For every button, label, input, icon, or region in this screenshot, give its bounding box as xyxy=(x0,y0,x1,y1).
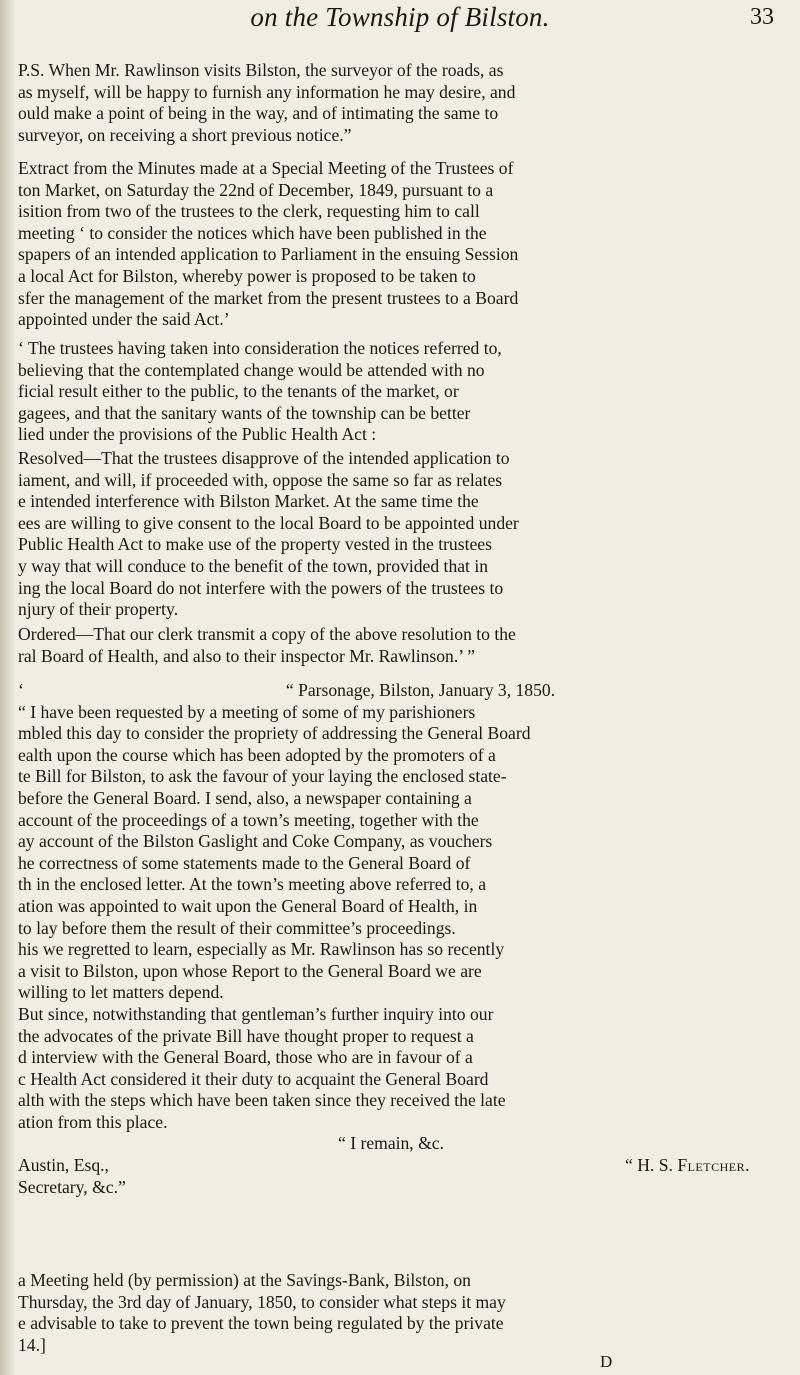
dateline-mark: ‘ xyxy=(18,680,24,700)
signature-letter: D xyxy=(600,1352,613,1371)
text-line: ton Market, on Saturday the 22nd of December, 1849, pursuant to a xyxy=(18,179,494,200)
text-line: e advisable to take to prevent the town being regulated by the private xyxy=(18,1313,504,1334)
meeting-paragraph xyxy=(18,1270,786,1356)
text-line: meeting ‘ to consider the notices which have been published in the xyxy=(18,222,487,243)
text-line: P.S. When Mr. Rawlinson visits Bilston, the surveyor of the roads, as xyxy=(18,60,504,80)
text-line: ould make a point of being in the way, and of intimating the same to xyxy=(18,103,499,124)
text-line: ‘ The trustees having taken into consideration the notices referred to, xyxy=(18,338,502,358)
text-line: willing to let matters depend. xyxy=(18,982,224,1003)
text-line: before the General Board. I send, also, a newspaper containing a xyxy=(18,787,472,808)
text-line: d interview with the General Board, those who are in favour of a xyxy=(18,1047,473,1068)
extract-paragraph xyxy=(18,158,786,331)
addressee-signature-row xyxy=(18,1155,786,1177)
signature-initials: “ H. S. xyxy=(625,1155,673,1176)
text-line: isition from two of the trustees to the clerk, requesting him to call xyxy=(18,201,480,222)
signature-name: Fletcher. xyxy=(677,1155,750,1176)
binding-gutter xyxy=(0,0,14,1375)
text-line: a local Act for Bilston, whereby power is proposed to be taken to xyxy=(18,265,476,286)
text-line: ing the local Board do not interfere with the powers of the trustees to xyxy=(18,577,504,598)
running-title: on the Township of Bilston. xyxy=(250,2,550,32)
text-line: gagees, and that the sanitary wants of the township can be better xyxy=(18,402,471,423)
footer-marker: 14.] xyxy=(18,1334,46,1355)
text-line: ees are willing to give consent to the local Board to be appointed under xyxy=(18,512,519,533)
text-line: a visit to Bilston, upon whose Report to the General Board we are xyxy=(18,960,482,981)
text-line: th in the enclosed letter. At the town’s meeting above referred to, a xyxy=(18,874,487,895)
text-line: njury of their property. xyxy=(18,599,179,620)
resolved-paragraph xyxy=(18,448,786,621)
text-line: believing that the contemplated change would be attended with no xyxy=(18,359,485,380)
text-line: lied under the provisions of the Public Health Act : xyxy=(18,424,377,445)
text-line: c Health Act considered it their duty to acquaint the General Board xyxy=(18,1068,489,1089)
text-line: spapers of an intended application to Parliament in the ensuing Session xyxy=(18,244,519,265)
text-line: his we regretted to learn, especially as Mr. Rawlinson has so recently xyxy=(18,939,505,960)
letter-closing: “ I remain, &c. xyxy=(338,1133,445,1154)
text-line: surveyor, on receiving a short previous notice.” xyxy=(18,124,352,145)
text-line: e intended interference with Bilston Market. At the same time the xyxy=(18,491,479,512)
text-line: sfer the management of the market from the present trustees to a Board xyxy=(18,287,519,308)
text-line: y way that will conduce to the benefit of the town, provided that in xyxy=(18,555,489,576)
text-line: appointed under the said Act.’ xyxy=(18,309,230,330)
text-line: iament, and will, if proceeded with, oppose the same so far as relates xyxy=(18,469,503,490)
addressee-line: Secretary, &c.” xyxy=(18,1176,126,1197)
text-line: he correctness of some statements made to the General Board of xyxy=(18,852,471,873)
text-line: Thursday, the 3rd day of January, 1850, to consider what steps it may xyxy=(18,1291,506,1312)
text-line: to lay before them the result of their committee’s proceedings. xyxy=(18,917,456,938)
text-line: ficial result either to the public, to the tenants of the market, or xyxy=(18,381,459,402)
text-line: ation was appointed to wait upon the General Board of Health, in xyxy=(18,895,478,916)
letter-dateline: “ Parsonage, Bilston, January 3, 1850. xyxy=(285,680,556,700)
text-line: Resolved—That the trustees disapprove of the intended application to xyxy=(18,448,510,468)
trustees-paragraph xyxy=(18,338,786,446)
text-line: But since, notwithstanding that gentleman’s further inquiry into our xyxy=(18,1003,494,1024)
signature xyxy=(625,1155,786,1177)
ps-paragraph xyxy=(18,60,786,146)
text-line: a Meeting held (by permission) at the Savings-Bank, Bilston, on xyxy=(18,1270,471,1290)
ordered-paragraph xyxy=(18,624,786,667)
page-number: 33 xyxy=(750,4,774,30)
text-line: mbled this day to consider the propriety of addressing the General Board xyxy=(18,723,531,744)
letter-dateline-row xyxy=(18,680,786,702)
parsonage-letter xyxy=(18,680,786,1198)
addressee-line: Austin, Esq., xyxy=(18,1155,109,1176)
text-line: the advocates of the private Bill have thought proper to request a xyxy=(18,1025,474,1046)
text-line: ral Board of Health, and also to their inspector Mr. Rawlinson.’ ” xyxy=(18,645,475,666)
text-line: Extract from the Minutes made at a Special Meeting of the Trustees of xyxy=(18,158,514,178)
text-line: Ordered—That our clerk transmit a copy of the above resolution to the xyxy=(18,624,516,644)
text-line: ation from this place. xyxy=(18,1111,168,1132)
text-line: account of the proceedings of a town’s meeting, together with the xyxy=(18,809,479,830)
text-line: “ I have been requested by a meeting of some of my parishioners xyxy=(18,701,476,722)
text-line: as myself, will be happy to furnish any information he may desire, and xyxy=(18,81,516,102)
text-line: ay account of the Bilston Gaslight and Coke Company, as vouchers xyxy=(18,831,493,852)
text-line: ealth upon the course which has been adopted by the promoters of a xyxy=(18,744,496,765)
text-line: alth with the steps which have been taken since they received the late xyxy=(18,1090,506,1111)
text-line: Public Health Act to make use of the property vested in the trustees xyxy=(18,534,492,555)
text-line: te Bill for Bilston, to ask the favour of your laying the enclosed state- xyxy=(18,766,507,787)
